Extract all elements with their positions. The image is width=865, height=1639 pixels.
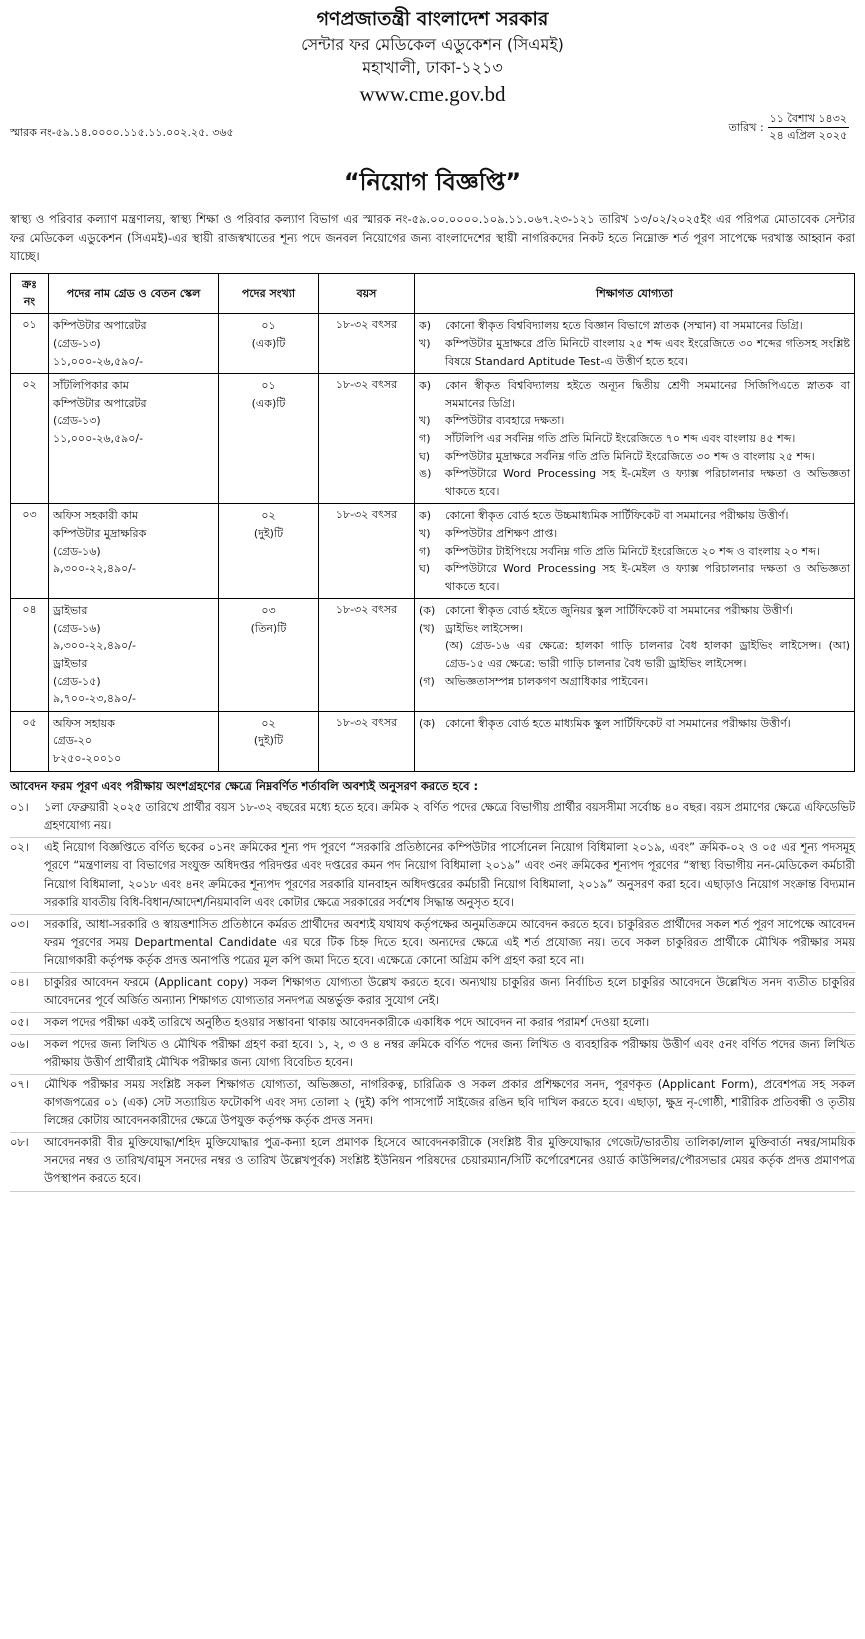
count-line: ০১	[261, 319, 276, 333]
qualification-text: ড্রাইভিং লাইসেন্স।	[445, 621, 523, 635]
rule-number: ০১।	[10, 801, 29, 815]
cell-serial: ০২	[11, 374, 49, 504]
cell-count	[219, 599, 319, 712]
rule-number: ০২।	[10, 841, 29, 855]
qualification-text: কোনো স্বীকৃত বোর্ড হইতে জুনিয়র স্কুল সার্টিফিকেট বা সমমানের পরীক্ষায় উত্তীর্ণ।	[445, 604, 793, 618]
table-row	[11, 711, 855, 771]
post-line: ড্রাইভার	[53, 657, 88, 671]
table-row	[11, 599, 855, 712]
post-line: (গ্রেড-১৬)	[53, 544, 101, 558]
qualification-item	[419, 507, 850, 525]
qualification-item	[419, 317, 850, 335]
qualification-text: কম্পিউটার ব্যবহারে দক্ষতা।	[445, 414, 565, 428]
count-line: ০২	[261, 716, 276, 730]
cell-qualification	[415, 314, 855, 374]
qualification-text: কোনো স্বীকৃত বোর্ড হতে উচ্চমাধ্যমিক সার্টিফিকেট বা সমমানের পরীক্ষায় উত্তীর্ণ।	[445, 509, 789, 523]
rule-item	[10, 973, 855, 1013]
rule-item	[10, 1013, 855, 1035]
qualification-label: ক)	[419, 379, 431, 393]
rules-list	[10, 798, 855, 1191]
rule-item	[10, 1075, 855, 1133]
table-header-row	[11, 274, 855, 314]
qualification-label: (গ)	[419, 674, 435, 688]
qualification-item	[419, 377, 850, 412]
cell-post	[49, 374, 219, 504]
website-link[interactable]: www.cme.gov.bd	[359, 81, 506, 106]
rule-number: ০৩।	[10, 917, 29, 931]
cell-age: ১৮-৩২ বৎসর	[319, 711, 415, 771]
rule-text: ১লা ফেব্রুয়ারী ২০২৫ তারিখে প্রার্থীর বয়স ১৮-৩২ বছরের মধ্যে হতে হবে। ক্রমিক ২ বর্ণিত পদের ক্ষেত্রে বিভাগীয় প্রার্থীর বয়সসীমা সর্বোচ্চ ৪০ বছর। বয়স প্রমাণের ক্ষেত্রে এফিডেভিট গ্রহণযোগ্য নয়।	[44, 801, 855, 833]
rule-item	[10, 1035, 855, 1075]
qualification-text: কোনো স্বীকৃত বিশ্ববিদ্যালয় হতে বিজ্ঞান বিভাগে স্নাতক (সম্মান) বা সমমানের ডিগ্রি।	[445, 319, 803, 333]
qualification-label: ক)	[419, 509, 431, 523]
cell-post	[49, 711, 219, 771]
memo-number: স্মারক নং-৫৯.১৪.০০০০.১১৫.১১.০০২.২৫. ৩৬৫	[10, 126, 234, 140]
table-row	[11, 504, 855, 599]
post-line: ৯,৩০০-২২,৪৯০/-	[53, 562, 136, 576]
count-line: (তিন)টি	[250, 621, 287, 635]
qualification-text: কম্পিউটার মুদ্রাক্ষরে প্রতি মিনিটে বাংলায় ২৫ শব্দ এবং ইংরেজিতে ৩০ শব্দের গতিসহ সংশ্লিষ্ট বিষয়ে Standard Aptitude Test-এ উত্তীর্ণ হতে হবে।	[445, 336, 850, 368]
post-line: কম্পিউটার অপারেটর	[53, 319, 147, 333]
cell-serial: ০১	[11, 314, 49, 374]
cell-serial: ০৫	[11, 711, 49, 771]
post-line: (গ্রেড-১৩)	[53, 336, 101, 350]
table-row	[11, 374, 855, 504]
post-line: অফিস সহকারী কাম	[53, 509, 139, 523]
rule-text: আবেদনকারী বীর মুক্তিযোদ্ধা/শহিদ মুক্তিযোদ্ধার পুত্র-কন্যা হলে প্রমাণক হিসেবে আবেদনকারীকে (সংশ্লিষ্ট বীর মুক্তিযোদ্ধার গেজেট/ভারতীয় তালিকা/লাল মুক্তিবার্তা নম্বর/সাময়িক সনদের নম্বর ও তারিখ/বামুস সনদের নম্বর ও তারিখ উল্লেখপূর্বক) সংশ্লিষ্ট ইউনিয়ন পরিষদের চেয়ারম্যান/সিটি কর্পোরেশনের ওয়ার্ড কাউন্সিলর/পৌরসভার মেয়র কর্তৃক প্রদত্ত প্রমাণপত্র উপস্থাপন করতে হবে।	[44, 1136, 855, 1186]
rule-number: ০৮।	[10, 1136, 29, 1150]
qualification-item	[419, 673, 850, 691]
qualification-item	[419, 412, 850, 430]
rule-text: এই নিয়োগ বিজ্ঞপ্তিতে বর্ণিত ছকের ০১নং ক্রমিকের শূন্য পদ পূরণে “সরকারি প্রতিষ্ঠানের কম্পিউটার পার্সোনেল নিয়োগ বিধিমালা ২০১৯, এবং” ক্রমিক-০২ ও ০৫ এর শূন্য পদসমূহ পূরণে “মন্ত্রণালয় বা বিভাগের সংযুক্ত অধিদপ্তর পরিদপ্তর এবং দপ্তরের কমন পদ নিয়োগ বিধিমালা ২০১৯” এবং ৩নং ক্রমিকের শূন্যপদ পূরণের “স্বাস্থ্য বিভাগীয় নন-মেডিকেল কর্মচারী নিয়োগ বিধিমালা, ২০১৮ এবং ৪নং ক্রমিকের শূন্যপদ পূরণের সরকারি যানবাহন অধিদপ্তরের কর্মচারী নিয়োগ বিধিমালা, ২০১৯” অনুসরণ করা হবে। এছাড়াও নিয়োগ সংক্রান্ত বিদ্যমান সরকারি যাবতীয় বিধি-বিধান/আদেশ/নিয়মাবলি এবং কোটার ক্ষেত্রে সরকারের সর্বশেষ সিদ্ধান্ত অনুসৃত হবে।	[44, 841, 855, 909]
count-line: ০৩	[261, 604, 276, 618]
post-line: কম্পিউটার মুদ্রাক্ষরিক	[53, 526, 147, 540]
qualification-text: কোনো স্বীকৃত বোর্ড হতে মাধ্যমিক স্কুল সার্টিফিকেট বা সমমানের পরীক্ষায় উত্তীর্ণ।	[445, 716, 791, 730]
post-line: ড্রাইভার	[53, 604, 88, 618]
qualification-item	[419, 620, 850, 638]
rule-text: সকল পদের পরীক্ষা একই তারিখে অনুষ্ঠিত হওয়ার সম্ভাবনা থাকায় আবেদনকারীকে একাধিক পদে আবেদন না করার পরামর্শ দেওয়া হলো।	[44, 1015, 650, 1029]
organization-name: সেন্টার ফর মেডিকেল এডুকেশন (সিএমই)	[301, 34, 564, 54]
count-line: ০২	[261, 509, 276, 523]
qualification-item	[419, 543, 850, 561]
government-name: গণপ্রজাতন্ত্রী বাংলাদেশ সরকার	[316, 8, 549, 30]
post-line: সাঁটলিপিকার কাম	[53, 379, 129, 393]
count-line: (এক)টি	[251, 336, 286, 350]
qualification-label: (ক)	[419, 604, 436, 618]
rule-text: চাকুরির আবেদন ফরমে (Applicant copy) সকল শিক্ষাগত যোগ্যতা উল্লেখ করতে হবে। অন্যথায় চাকুরির জন্য নির্বাচিত হলে চাকুরির আবেদনে উল্লেখিত সনদ ব্যতীত চাকুরির আবেদনের পূর্বে অর্জিত অন্যান্য শিক্ষাগত যোগ্যতার সনদপত্র অন্তর্ভুক্ত করার সুযোগ নেই।	[44, 975, 855, 1007]
date-english: ২৪ এপ্রিল ২০২৫	[769, 129, 848, 143]
vacancy-table	[10, 273, 855, 771]
header-qualification: শিক্ষাগত যোগ্যতা	[415, 274, 855, 314]
cell-count	[219, 314, 319, 374]
cell-age: ১৮-৩২ বৎসর	[319, 374, 415, 504]
qualification-item	[419, 430, 850, 448]
qualification-label: খ)	[419, 414, 431, 428]
cell-post	[49, 504, 219, 599]
rule-number: ০৬।	[10, 1038, 29, 1052]
reference-row	[10, 111, 855, 155]
qualification-item	[419, 602, 850, 620]
rules-heading: আবেদন ফরম পূরণ এবং পরীক্ষায় অংশগ্রহণের ক্ষেত্রে নিম্নবর্ণিত শর্তাবলি অবশ্যই অনুসরণ করতে হবে :	[10, 778, 479, 793]
cell-serial: ০৪	[11, 599, 49, 712]
cell-age: ১৮-৩২ বৎসর	[319, 314, 415, 374]
post-line: ১১,০০০-২৬,৫৯০/-	[53, 431, 144, 445]
cell-age: ১৮-৩২ বৎসর	[319, 504, 415, 599]
rule-number: ০৫।	[10, 1015, 29, 1029]
qualification-label: খ)	[419, 336, 431, 350]
rule-item	[10, 838, 855, 914]
cell-count	[219, 711, 319, 771]
count-line: (এক)টি	[251, 396, 286, 410]
qualification-item	[419, 637, 850, 672]
qualification-text: কম্পিউটার প্রশিক্ষণ প্রাপ্ত।	[445, 526, 558, 540]
rule-text: সকল পদের জন্য লিখিত ও মৌখিক পরীক্ষা গ্রহণ করা হবে। ১, ২, ৩ ও ৪ নম্বর ক্রমিকে বর্ণিত পদের জন্য লিখিত ও ব্যবহারিক পরীক্ষায় উত্তীর্ণ এবং ৫নং বর্ণিত পদের জন্য লিখিত পরীক্ষায় উত্তীর্ণ প্রার্থীরাই মৌখিক পরীক্ষার জন্য যোগ্য বিবেচিত হবেন।	[44, 1038, 855, 1070]
post-line: (গ্রেড-১৩)	[53, 414, 101, 428]
cell-post	[49, 599, 219, 712]
qualification-text: কম্পিউটারে Word Processing সহ ই-মেইল ও ফ্যাক্স পরিচালনার দক্ষতা ও অভিজ্ঞতা থাকতে হবে।	[445, 562, 850, 593]
vacancy-table-body	[11, 314, 855, 771]
post-line: গ্রেড-২০	[53, 734, 93, 748]
post-line: অফিস সহায়ক	[53, 716, 115, 730]
header-post: পদের নাম গ্রেড ও বেতন স্কেল	[49, 274, 219, 314]
qualification-label: ক)	[419, 319, 431, 333]
qualification-label	[419, 637, 445, 672]
post-line: ৮২৫০-২০০১০	[53, 752, 122, 766]
notice-title: “নিয়োগ বিজ্ঞপ্তি”	[343, 168, 522, 197]
date-bangla: ১১ বৈশাখ ১৪৩২	[768, 111, 849, 128]
cell-qualification	[415, 374, 855, 504]
rule-number: ০৭।	[10, 1078, 29, 1092]
qualification-label: খ)	[419, 526, 431, 540]
rule-text: সরকারি, আধা-সরকারি ও স্বায়ত্তশাসিত প্রতিষ্ঠানে কর্মরত প্রার্থীদের অবশ্যই যথাযথ কর্তৃপক্ষের অনুমতিক্রমে আবেদন করতে হবে। চাকুরিরত প্রার্থীদের সকল শর্ত পূরণ সাপেক্ষে আবেদন ফরম পূরণের সময় Departmental Candidate এর ঘরে টিক চিহ্ন দিতে হবে। অন্যদের ক্ষেত্রে এই শর্ত প্রযোজ্য নয়। তবে সকল চাকুরিরত প্রার্থীকে মৌখিক পরীক্ষার সময় নিয়োগকারী কর্তৃপক্ষ কর্তৃক প্রদত্ত অনাপত্তি পত্রের মূল কপি জমা দিতে হবে। এক্ষেত্রে কোনো অগ্রিম কপি গ্রহণ করা হবে না।	[44, 917, 855, 967]
qualification-item	[419, 525, 850, 543]
qualification-item	[419, 465, 850, 500]
qualification-text: কোন স্বীকৃত বিশ্ববিদ্যালয় হইতে অন্যূন দ্বিতীয় শ্রেণী সমমানের সিজিপিএতে স্নাতক বা সমমানের ডিগ্রি।	[445, 379, 850, 410]
cell-qualification	[415, 504, 855, 599]
cell-qualification	[415, 599, 855, 712]
post-line: (গ্রেড-১৫)	[53, 674, 101, 688]
rule-text: মৌখিক পরীক্ষার সময় সংশ্লিষ্ট সকল শিক্ষাগত যোগ্যতা, অভিজ্ঞতা, নাগরিকত্ব, চারিত্রিক ও সকল প্রকার প্রশিক্ষণের সনদ, পূরণকৃত (Applicant Form), প্রবেশপত্র সহ সকল কাগজপত্রের ০১ (এক) সেট সত্যায়িত ফটোকপি এবং সদ্য তোলা ২ (দুই) কপি পাসপোর্ট সাইজের রঙিন ছবি দাখিল করতে হবে। এছাড়া, ক্ষুদ্র নৃ-গোষ্ঠী, শারীরিক প্রতিবন্ধী ও তৃতীয় লিঙ্গের কোটায় আবেদনকারীদের ক্ষেত্রে উপযুক্ত কর্তৃপক্ষ কর্তৃক প্রদত্ত সনদ।	[44, 1078, 855, 1128]
header-count: পদের সংখ্যা	[219, 274, 319, 314]
cell-qualification	[415, 711, 855, 771]
qualification-text: কম্পিউটার টাইপিংয়ে সর্বনিম্ন গতি প্রতি মিনিটে ইংরেজিতে ২০ শব্দ ও বাংলায় ২০ শব্দ।	[445, 544, 820, 558]
cell-count	[219, 374, 319, 504]
qualification-text: কম্পিউটারে Word Processing সহ ই-মেইল ও ফ্যাক্স পরিচালনার দক্ষতা ও অভিজ্ঞতা থাকতে হবে।	[445, 467, 850, 498]
cell-post	[49, 314, 219, 374]
cell-serial: ০৩	[11, 504, 49, 599]
post-line: কম্পিউটার অপারেটর	[53, 396, 147, 410]
qualification-label: ঘ)	[419, 449, 431, 463]
header-age: বয়স	[319, 274, 415, 314]
qualification-item	[419, 560, 850, 595]
intro-paragraph: স্বাস্থ্য ও পরিবার কল্যাণ মন্ত্রণালয়, স্বাস্থ্য শিক্ষা ও পরিবার কল্যাণ বিভাগ এর স্মারক নং-৫৯.০০.০০০০.১০৯.১১.০৬৭.২৩-১২১ তারিখ ১৩/০২/২০২৫ইং এর পরিপত্র মোতাবেক সেন্টার ফর মেডিকেল এডুকেশন (সিএমই)-এর স্থায়ী রাজস্বখাতের শূন্য পদে জনবল নিয়োগের জন্য বাংলাদেশের স্থায়ী নাগরিকদের নিকট হতে নিম্নোক্ত শর্ত পূরণ সাপেক্ষে দরখাস্ত আহ্বান করা যাচ্ছে।	[10, 212, 855, 263]
qualification-label: ঙ)	[419, 467, 432, 481]
post-line: (গ্রেড-১৬)	[53, 621, 101, 635]
count-line: ০১	[261, 379, 276, 393]
rule-item	[10, 1133, 855, 1191]
table-row	[11, 314, 855, 374]
post-line: ৯,৩০০-২২,৪৯০/-	[53, 639, 136, 653]
date-block	[729, 111, 849, 144]
count-line: (দুই)টি	[253, 526, 284, 540]
letterhead	[10, 6, 855, 109]
cell-count	[219, 504, 319, 599]
cell-age: ১৮-৩২ বৎসর	[319, 599, 415, 712]
organization-address: মহাখালী, ঢাকা-১২১৩	[362, 57, 503, 77]
rule-number: ০৪।	[10, 975, 29, 989]
post-line: ৯,৭০০-২৩,৪৯০/-	[53, 692, 136, 706]
qualification-item	[419, 448, 850, 466]
qualification-item	[419, 335, 850, 370]
post-line: ১১,০০০-২৬,৫৯০/-	[53, 354, 144, 368]
qualification-label: গ)	[419, 431, 431, 445]
qualification-label: গ)	[419, 544, 431, 558]
qualification-label: (খ)	[419, 621, 435, 635]
qualification-text: সাঁটলিপি এর সর্বনিম্ন গতি প্রতি মিনিটে ইংরেজিতে ৭০ শব্দ এবং বাংলায় ৪৫ শব্দ।	[445, 431, 796, 445]
qualification-label: (ক)	[419, 716, 436, 730]
qualification-item	[419, 715, 850, 733]
header-serial: ক্রঃ নং	[11, 274, 49, 314]
qualification-label: ঘ)	[419, 562, 431, 576]
rule-item	[10, 798, 855, 838]
qualification-text: (অ) গ্রেড-১৬ এর ক্ষেত্রে: হালকা গাড়ি চালনার বৈধ হালকা ড্রাইভিং লাইসেন্স। (আ) গ্রেড-১৫ এর ক্ষেত্রে: ভারী গাড়ি চালনার বৈধ ভারী ড্রাইভিং লাইসেন্স।	[445, 639, 850, 671]
date-label: তারিখ :	[728, 120, 764, 134]
rule-item	[10, 915, 855, 973]
count-line: (দুই)টি	[253, 734, 284, 748]
qualification-text: কম্পিউটার মুদ্রাক্ষরে সর্বনিম্ন গতি প্রতি মিনিটে ইংরেজিতে ৩০ শব্দ ও বাংলায় ২৫ শব্দ।	[445, 449, 815, 463]
qualification-text: অভিজ্ঞতাসম্পন্ন চালকগণ অগ্রাধিকার পাইবেন।	[445, 674, 649, 688]
